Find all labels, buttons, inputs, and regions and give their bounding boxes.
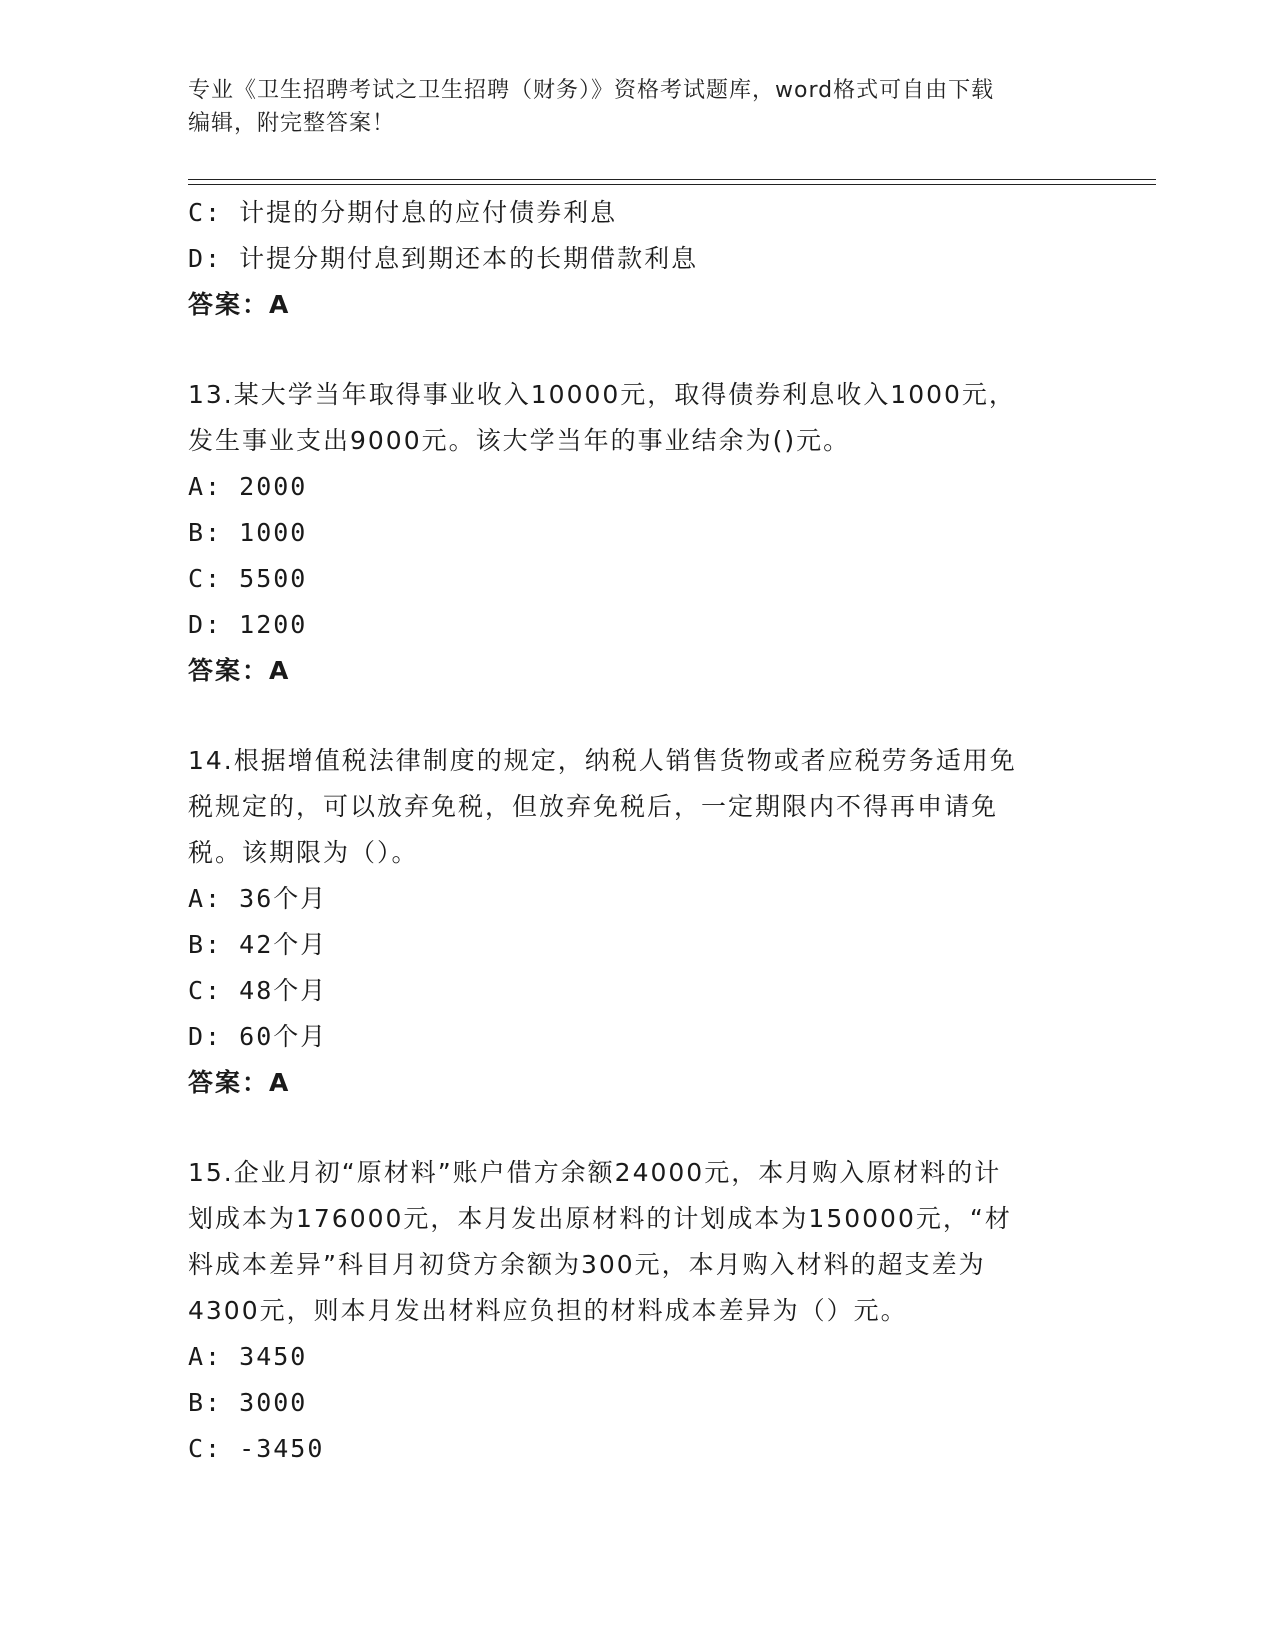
question-stem-line: 13.某大学当年取得事业收入10000元，取得债券利息收入1000元， bbox=[188, 380, 1016, 409]
question-stem-line: 4300元，则本月发出材料应负担的材料成本差异为（）元。 bbox=[188, 1296, 908, 1325]
question-stem-line: 14.根据增值税法律制度的规定，纳税人销售货物或者应税劳务适用免 bbox=[188, 746, 1017, 775]
question-content bbox=[188, 190, 1088, 1472]
option-c: C: 5500 bbox=[188, 564, 308, 593]
question-stem-line: 料成本差异”科目月初贷方余额为300元，本月购入材料的超支差为 bbox=[188, 1250, 986, 1279]
option-a: A: 2000 bbox=[188, 472, 308, 501]
option-a: A: 3450 bbox=[188, 1342, 308, 1371]
spacer bbox=[188, 1106, 1088, 1150]
option-c: C: 48个月 bbox=[188, 976, 328, 1005]
question-14 bbox=[188, 738, 1088, 1106]
question-stem-line: 税规定的，可以放弃免税，但放弃免税后，一定期限内不得再申请免 bbox=[188, 792, 999, 821]
option-b: B: 42个月 bbox=[188, 930, 328, 959]
answer-label: 答案：A bbox=[188, 290, 291, 319]
option-d: D: 60个月 bbox=[188, 1022, 328, 1051]
question-stem-line: 发生事业支出9000元。该大学当年的事业结余为()元。 bbox=[188, 426, 851, 455]
option-d: D: 计提分期付息到期还本的长期借款利息 bbox=[188, 244, 699, 273]
header-divider-top bbox=[188, 179, 1156, 180]
question-stem-line: 15.企业月初“原材料”账户借方余额24000元，本月购入原材料的计 bbox=[188, 1158, 1002, 1187]
header-divider-bottom bbox=[188, 184, 1156, 185]
answer-label: 答案：A bbox=[188, 656, 291, 685]
option-b: B: 1000 bbox=[188, 518, 308, 547]
spacer bbox=[188, 328, 1088, 372]
option-b: B: 3000 bbox=[188, 1388, 308, 1417]
document-header bbox=[188, 74, 1068, 140]
option-c: C: -3450 bbox=[188, 1434, 325, 1463]
answer-label: 答案：A bbox=[188, 1068, 291, 1097]
header-line-1: 专业《卫生招聘考试之卫生招聘（财务）》资格考试题库，word格式可自由下载 bbox=[188, 78, 995, 103]
header-line-2: 编辑，附完整答案！ bbox=[188, 111, 396, 136]
spacer bbox=[188, 694, 1088, 738]
question-15 bbox=[188, 1150, 1088, 1472]
option-c: C: 计提的分期付息的应付债券利息 bbox=[188, 198, 618, 227]
option-a: A: 36个月 bbox=[188, 884, 328, 913]
question-stem-line: 划成本为176000元，本月发出原材料的计划成本为150000元，“材 bbox=[188, 1204, 1012, 1233]
question-13 bbox=[188, 372, 1088, 694]
question-stem-line: 税。该期限为（）。 bbox=[188, 838, 419, 867]
option-d: D: 1200 bbox=[188, 610, 308, 639]
